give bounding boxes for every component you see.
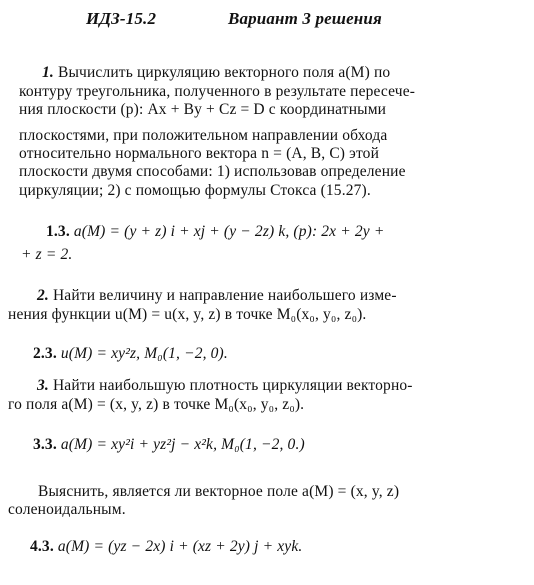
- exercise-3-3-number: 3.3.: [33, 436, 57, 453]
- exercise-1-3-formula: a(M) = (y + z) i + xj + (y − 2z) k, (p): 2x + 2y +: [73, 223, 385, 240]
- problem-1-line-4: плоскостями, при положительном направлении обхода: [19, 127, 388, 144]
- exercise-2-3: [33, 345, 228, 363]
- exercise-1-3-line-1: [46, 223, 384, 241]
- problem-3-number: 3.: [37, 377, 49, 394]
- problem-2-number: 2.: [37, 287, 49, 304]
- problem-1-number: 1.: [42, 64, 54, 81]
- problem-2-text-1: Найти величину и направление наибольшего изме-: [52, 287, 397, 304]
- problem-4-line-2: соленоидальным.: [8, 501, 126, 518]
- problem-1-line-5: относительно нормального вектора n = (A, B, C) этой: [19, 145, 380, 162]
- exercise-4-3: [30, 538, 302, 556]
- problem-3-line-2: го поля a(M) = (x, y, z) в точке M₀(x₀, y₀, z₀).: [8, 396, 305, 413]
- problem-1-line-3: ния плоскости (p): Ax + By + Cz = D с координатными: [19, 101, 387, 118]
- exercise-3-3-formula: a(M) = xy²i + yz²j − x²k, M₀(1, −2, 0.): [60, 436, 305, 453]
- problem-1-line-1: [42, 64, 390, 82]
- exercise-1-3-line-2: + z = 2.: [21, 246, 73, 263]
- problem-1-line-7: циркуляции; 2) с помощью формулы Стокса (15.27).: [19, 182, 371, 199]
- exercise-3-3: [33, 436, 305, 454]
- problem-1-line-2: контуру треугольника, полученного в результате пересече-: [19, 83, 416, 100]
- exercise-4-3-number: 4.3.: [30, 538, 54, 555]
- problem-3-text-1: Найти наибольшую плотность циркуляции векторно-: [52, 377, 413, 394]
- variant-title: Вариант 3 решения: [228, 9, 382, 28]
- problem-2-line-2: нения функции u(M) = u(x, y, z) в точке M₀(x₀, y₀, z₀).: [8, 306, 367, 323]
- problem-1-line-6: плоскости двумя способами: 1) использовав определение: [19, 163, 406, 180]
- exercise-2-3-number: 2.3.: [33, 345, 57, 362]
- problem-2-line-1: [37, 287, 397, 305]
- exercise-2-3-formula: u(M) = xy²z, M₀(1, −2, 0).: [60, 345, 228, 362]
- problem-4-line-1: Выяснить, является ли векторное поле a(M) = (x, y, z): [38, 483, 400, 500]
- doc-code: ИДЗ-15.2: [86, 9, 157, 28]
- problem-1-text-1: Вычислить циркуляцию векторного поля a(M) по: [57, 64, 391, 81]
- problem-3-line-1: [37, 377, 413, 395]
- exercise-4-3-formula: a(M) = (yz − 2x) i + (xz + 2y) j + xyk.: [57, 538, 303, 555]
- exercise-1-3-number: 1.3.: [46, 223, 70, 240]
